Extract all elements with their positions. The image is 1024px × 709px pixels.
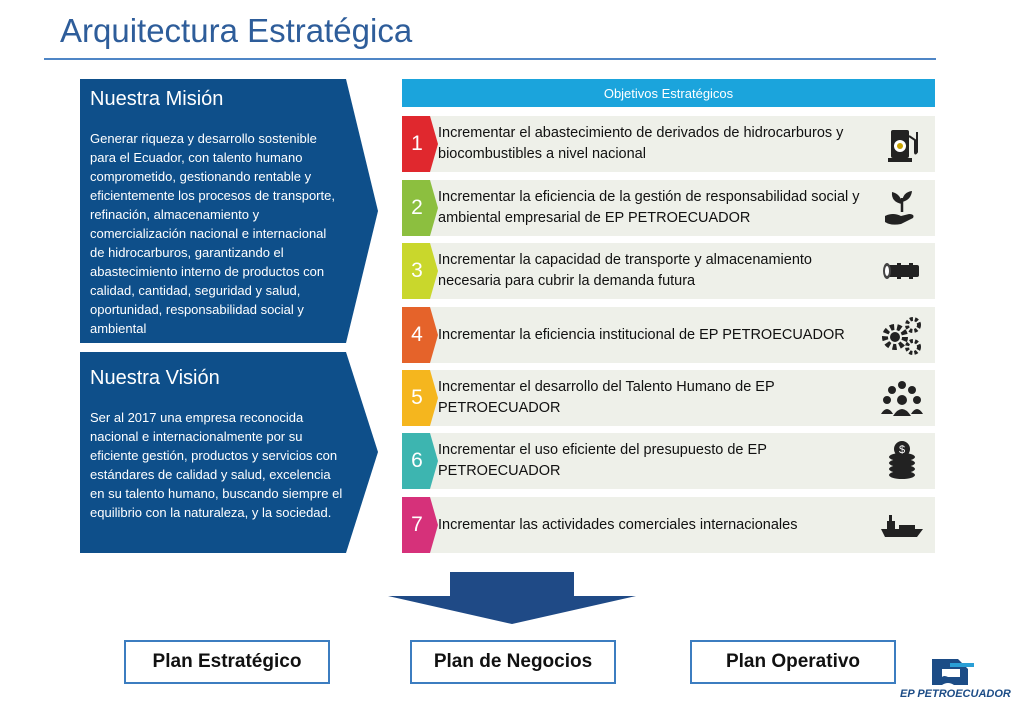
objective-number-badge bbox=[402, 116, 438, 172]
title-divider bbox=[44, 58, 936, 60]
objective-text: Incrementar la capacidad de transporte y almacenamiento necesaria para cubrir la demanda futura bbox=[438, 252, 812, 289]
objective-number: 3 bbox=[411, 259, 423, 282]
objective-text: Incrementar el uso eficiente del presupuesto de EP PETROECUADOR bbox=[438, 442, 767, 479]
objective-number: 4 bbox=[411, 323, 423, 346]
objective-number: 6 bbox=[411, 449, 423, 472]
people-icon bbox=[879, 376, 925, 420]
objectives-header: Objetivos Estratégicos bbox=[402, 79, 935, 107]
gears-icon bbox=[879, 313, 925, 357]
plan-estrategico-box: Plan Estratégico bbox=[124, 640, 330, 684]
objective-number-badge bbox=[402, 307, 438, 363]
coins-icon bbox=[879, 439, 925, 483]
objective-number-badge bbox=[402, 433, 438, 489]
vision-text: Ser al 2017 una empresa reconocida nacional e internacionalmente por su eficiente gestión, productos y servicios con estándares de calidad y salud, excelencia en su talento humano, buscando siempre el equilibrio con la naturaleza, y la sociedad. bbox=[90, 410, 343, 520]
plan-operativo-box: Plan Operativo bbox=[690, 640, 896, 684]
vision-panel bbox=[80, 352, 380, 553]
mision-title: Nuestra Misión bbox=[90, 88, 224, 110]
objective-number: 1 bbox=[411, 132, 423, 155]
mision-text: Generar riqueza y desarrollo sostenible para el Ecuador, con talento humano comprometido, gestionando rentable y eficientemente los procesos de transporte, refinación, almacenamiento y comercialización nacional e internacional de hidrocarburos, garantizando el abastecimiento interno de productos con calidad, cantidad, seguridad y salud, oportunidad, responsabilidad social y ambiental bbox=[90, 131, 335, 336]
objective-row-1 bbox=[402, 116, 935, 172]
objective-text: Incrementar las actividades comerciales internacionales bbox=[438, 516, 798, 533]
objective-number-badge bbox=[402, 370, 438, 426]
objective-text: Incrementar la eficiencia de la gestión de responsabilidad social y ambiental empresarial de EP PETROECUADOR bbox=[438, 189, 860, 226]
objective-text: Incrementar la eficiencia institucional de EP PETROECUADOR bbox=[438, 326, 845, 343]
plant-hand-icon bbox=[879, 186, 925, 230]
down-arrow-icon bbox=[388, 572, 636, 626]
objective-number-badge bbox=[402, 180, 438, 236]
logo-text bbox=[900, 688, 1011, 700]
ship-icon bbox=[879, 503, 925, 547]
objective-number-badge bbox=[402, 497, 438, 553]
logo-name: PETROECUADOR bbox=[917, 688, 1011, 700]
plan-negocios-box: Plan de Negocios bbox=[410, 640, 616, 684]
objective-number-badge bbox=[402, 243, 438, 299]
fuel-pump-icon bbox=[879, 122, 925, 166]
objective-text: Incrementar el abastecimiento de derivados de hidrocarburos y biocombustibles a nivel nacional bbox=[438, 125, 844, 162]
objective-row-6 bbox=[402, 433, 935, 489]
objective-row-5 bbox=[402, 370, 935, 426]
objective-number: 7 bbox=[411, 513, 423, 536]
vision-title: Nuestra Visión bbox=[90, 367, 220, 389]
page-title: Arquitectura Estratégica bbox=[60, 12, 413, 49]
objective-row-3 bbox=[402, 243, 935, 299]
objective-row-7 bbox=[402, 497, 935, 553]
objective-row-4 bbox=[402, 307, 935, 363]
pipeline-icon bbox=[879, 249, 925, 293]
svg-text:$: $ bbox=[898, 444, 906, 456]
mision-panel bbox=[80, 79, 380, 343]
logo-prefix: EP bbox=[900, 688, 915, 700]
objective-row-2 bbox=[402, 180, 935, 236]
objective-number: 2 bbox=[411, 196, 423, 219]
objective-text: Incrementar el desarrollo del Talento Humano de EP PETROECUADOR bbox=[438, 379, 775, 416]
objective-number: 5 bbox=[411, 386, 423, 409]
